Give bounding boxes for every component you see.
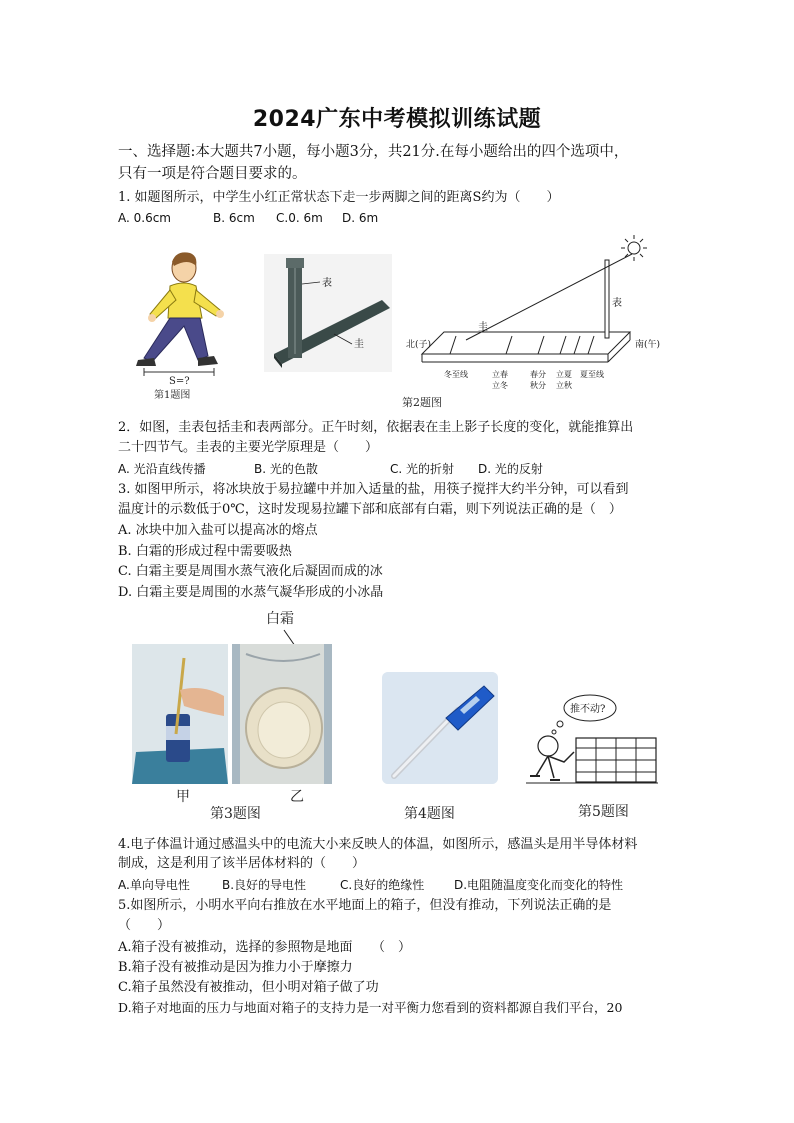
figure3-jia-photo bbox=[132, 644, 228, 784]
term-lidong: 立冬 bbox=[492, 381, 508, 390]
q4-option-b: B.良好的导电性 bbox=[222, 878, 307, 892]
q5-option-a: A.箱子没有被推动，选择的参照物是地面 （ ） bbox=[118, 940, 412, 955]
sun-icon bbox=[628, 242, 640, 254]
term-xiazhi: 夏至线 bbox=[580, 370, 604, 379]
q4-stem-line1: 4.电子体温计通过感温头中的电流大小来反映人的体温，如图所示，感温头是用半导体材料 bbox=[118, 837, 638, 852]
q1-option-d: D. 6m bbox=[342, 211, 379, 225]
term-liqiu: 立秋 bbox=[556, 381, 572, 390]
term-lichun: 立春 bbox=[492, 370, 508, 379]
figure3-yi-photo bbox=[232, 644, 332, 784]
figure2-gui-label: 圭 bbox=[478, 322, 488, 333]
figure2-biao-label: 表 bbox=[612, 298, 622, 309]
q3-stem-line2: 温度计的示数低于0℃，这时发现易拉罐下部和底部有白霜，则下列说法正确的是（ ） bbox=[118, 502, 622, 517]
q1-option-b: B. 6cm bbox=[213, 211, 255, 225]
q2-option-d: D. 光的反射 bbox=[478, 462, 543, 476]
figure2-caption: 第2题图 bbox=[402, 396, 442, 409]
q2-option-c: C. 光的折射 bbox=[390, 462, 455, 476]
figure2-guibiao-photo bbox=[264, 254, 392, 372]
figure2-photo-biao-label: 表 bbox=[322, 278, 332, 289]
figure3-caption: 第3题图 bbox=[210, 806, 261, 822]
q3-option-b: B. 白霜的形成过程中需要吸热 bbox=[118, 544, 292, 559]
term-dongzhi: 冬至线 bbox=[444, 370, 468, 379]
q1-option-a: A. 0.6cm bbox=[118, 211, 171, 225]
section-heading-line2: 只有一项是符合题目要求的。 bbox=[118, 166, 307, 182]
q4-stem-line2: 制成，这是利用了该半居体材料的（ ） bbox=[118, 856, 366, 871]
figure5-push-box-cartoon bbox=[524, 690, 660, 786]
q3-option-d: D. 白霜主要是周围的水蒸气凝华形成的小冰晶 bbox=[118, 585, 384, 600]
q2-stem-line2: 二十四节气。圭表的主要光学原理是（ ） bbox=[118, 440, 379, 455]
q2-option-b: B. 光的色散 bbox=[254, 462, 318, 476]
walking-student-illustration bbox=[132, 248, 244, 400]
q2-option-a: A. 光沿直线传播 bbox=[118, 462, 206, 476]
term-lixia: 立夏 bbox=[556, 370, 572, 379]
q4-option-c: C.良好的绝缘性 bbox=[340, 878, 425, 892]
q1-options bbox=[118, 211, 678, 229]
q3-stem-line1: 3. 如图甲所示，将冰块放于易拉罐中并加入适量的盐，用筷子搅拌大约半分钟，可以看到 bbox=[118, 482, 629, 497]
figure4-thermometer-photo bbox=[382, 672, 498, 784]
q5-option-b: B.箱子没有被推动是因为推力小于摩擦力 bbox=[118, 960, 353, 975]
q4-options bbox=[118, 876, 678, 894]
figure2-photo-gui-label: 圭 bbox=[354, 339, 364, 350]
q4-option-d: D.电阻随温度变化而变化的特性 bbox=[454, 878, 624, 892]
q2-stem-line1: 2．如图，圭表包括圭和表两部分。正午时刻，依据表在圭上影子长度的变化，就能推算出 bbox=[118, 420, 634, 435]
figure3-yi-label: 乙 bbox=[290, 789, 304, 805]
figure5-caption: 第5题图 bbox=[578, 804, 629, 820]
section-heading-line1: 一、选择题:本大题共7小题，每小题3分，共21分.在每小题给出的四个选项中， bbox=[118, 144, 629, 160]
q5-stem-line1: 5.如图所示，小明水平向右推放在水平地面上的箱子，但没有推动，下列说法正确的是 bbox=[118, 898, 612, 913]
page-title: 2024广东中考模拟训练试题 bbox=[252, 107, 542, 132]
q1-option-c: C.0. 6m bbox=[276, 211, 323, 225]
figure2-north-label: 北(子) bbox=[406, 340, 432, 350]
term-qiufen: 秋分 bbox=[530, 381, 546, 390]
term-chunfen: 春分 bbox=[530, 370, 546, 379]
figure1-caption: 第1题图 bbox=[154, 390, 191, 400]
figure3-frost-label: 白霜 bbox=[266, 611, 294, 627]
figure1-walking-student bbox=[132, 248, 244, 400]
q5-option-d: D.箱子对地面的压力与地面对箱子的支持力是一对平衡力您看到的资料都源自我们平台，20 bbox=[118, 1000, 623, 1015]
q1-stem: 1. 如题图所示，中学生小红正常状态下走一步两脚之间的距离S约为（ ） bbox=[118, 190, 560, 205]
figure3-jia-label: 甲 bbox=[176, 789, 190, 805]
figure4-caption: 第4题图 bbox=[404, 806, 455, 822]
figure2-south-label: 南(午) bbox=[635, 340, 661, 350]
q3-option-c: C. 白霜主要是周围水蒸气液化后凝固而成的冰 bbox=[118, 564, 383, 579]
figure1-s-label: S=? bbox=[169, 376, 190, 387]
figure5-bubble-text: 推不动? bbox=[570, 704, 606, 715]
q5-stem-line2: （ ） bbox=[118, 918, 171, 933]
q5-option-c: C.箱子虽然没有被推动，但小明对箱子做了功 bbox=[118, 980, 379, 995]
q2-options bbox=[118, 460, 678, 478]
q3-option-a: A. 冰块中加入盐可以提高冰的熔点 bbox=[118, 523, 318, 538]
q4-option-a: A.单向导电性 bbox=[118, 878, 190, 892]
figure2-guibiao-diagram bbox=[404, 232, 682, 410]
